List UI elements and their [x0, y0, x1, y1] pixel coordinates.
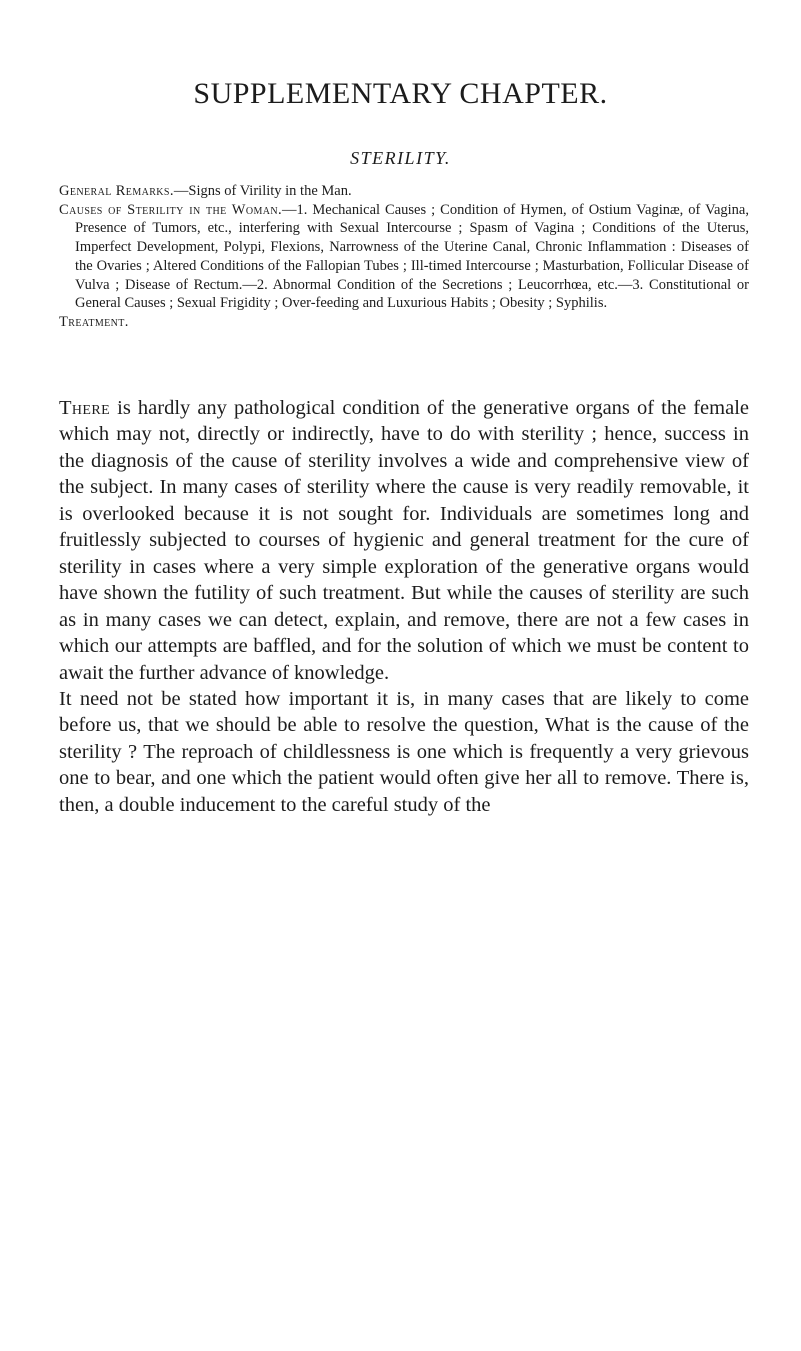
body-text — [59, 395, 749, 818]
synopsis-general-text: —Signs of Virility in the Man. — [173, 183, 352, 199]
chapter-title: SUPPLEMENTARY CHAPTER. — [193, 77, 608, 110]
chapter-synopsis — [59, 182, 749, 332]
synopsis-causes-text: —1. Mechanical Causes ; Condition of Hymen, of Ostium Vaginæ, of Vagina, Presence of Tumors, etc., interfering with Sexual Intercourse ; Spasm of Vagina ; Conditions of the Uterus, Imperfect Development, Polypi, Flexions, Narrowness of the Uterine Canal, Chronic Inflammation : Diseases of the Ovaries ; Altered Conditions of the Fallopian Tubes ; Ill-timed Intercourse ; Masturbation, Follicular Disease of Vulva ; Disease of Rectum.—2. Abnormal Condition of the Secretions ; Leucorrhœa, etc.—3. Constitutional or General Causes ; Sexual Frigidity ; Over-feeding and Luxurious Habits ; Obesity ; Syphilis. — [75, 201, 749, 312]
synopsis-general-remarks — [59, 182, 749, 201]
synopsis-general-label: General Remarks. — [59, 183, 174, 199]
chapter-subtitle: STERILITY. — [350, 148, 451, 168]
synopsis-treatment-label: Treatment. — [59, 313, 129, 330]
synopsis-causes — [59, 201, 749, 313]
synopsis-causes-label: Causes of Sterility in the Woman. — [59, 201, 283, 218]
body-paragraph-1-lead: There — [59, 397, 111, 419]
body-paragraph-1-text: is hardly any pathological condition of the generative organs of the female which may not, directly or indirectly, have to do with sterility ; hence, success in the diagnosis of the cause of sterility involves a wide and comprehensive view of the subject. In many cases of sterility where the cause is very readily removable, it is overlooked because it is not sought for. Individuals are sometimes long and fruitlessly subjected to courses of hygienic and general treatment for the cure of sterility in cases where a very simple exploration of the generative organs would have shown the futility of such treatment. But while the causes of sterility are such as in many cases we can detect, explain, and remove, there are not a few cases in which our attempts are baffled, and for the solution of which we must be content to await the further advance of knowledge. — [59, 397, 749, 684]
body-paragraph-2: It need not be stated how important it is, in many cases that are likely to come before us, that we should be able to resolve the question, What is the cause of the sterility ? The reproach of childlessness is one which is frequently a very grievous one to bear, and one which the patient would often give her all to remove. There is, then, a double inducement to the careful study of the — [59, 687, 749, 816]
body-paragraph-1 — [59, 395, 749, 686]
synopsis-treatment — [59, 313, 749, 332]
